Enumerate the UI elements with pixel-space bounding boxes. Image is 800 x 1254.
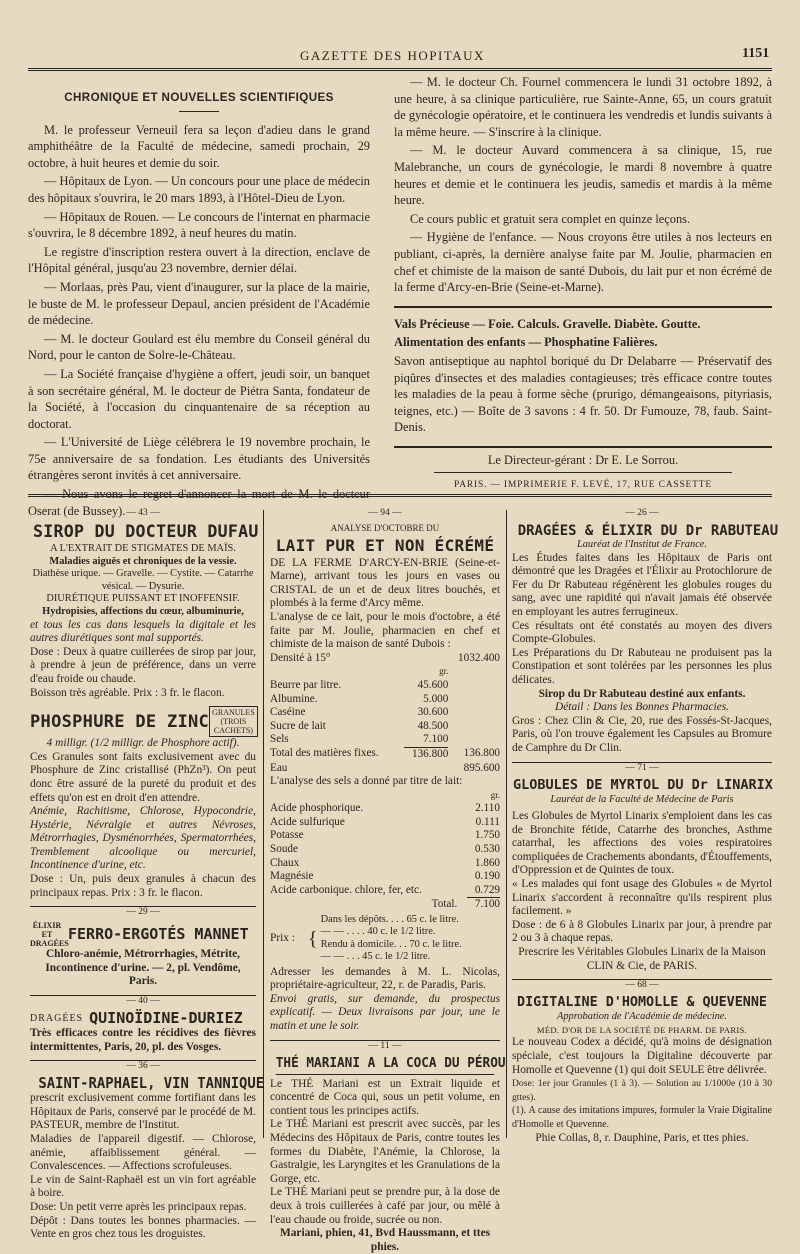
ad-dufau-line: Hydropisies, affections du cœur, albuminurie,: [42, 605, 244, 617]
ad-rabuteau-line: Gros : Chez Clin & Cie, 20, rue des Fossés-St-Jacques, Paris, où l'on trouve également les Capsules au Bromure de Camphre du Dr Clin.: [512, 714, 772, 754]
chronique-title: CHRONIQUE ET NOUVELLES SCIENTIFIQUES: [64, 91, 334, 104]
price-lines: [321, 914, 462, 964]
table-row: [270, 843, 500, 857]
cell-value: 136.800: [463, 747, 500, 760]
notice-alimentation: Alimentation des enfants — Phosphatine Falières.: [394, 335, 658, 350]
table-row: [270, 720, 500, 734]
ad-quin-title: QUINOÏDINE-DURIEZ: [89, 1009, 243, 1028]
ad-raphael-line: prescrit exclusivement comme fortifiant dans les Hôpitaux de Paris, conservé par le procédé de M. PASTEUR, membre de l'Institut.: [30, 1092, 256, 1132]
ad-number: — 40 —: [30, 995, 256, 1007]
ad-mariani-title: THÉ MARIANI A LA COCA DU PÉROU: [276, 1055, 495, 1075]
ad-zinc-heading: [30, 706, 256, 737]
news-item: — Hôpitaux de Lyon. — Un concours pour une place de médecin des hôpitaux s'ouvrira, le 20 mars 1893, à l'Hôtel-Dieu de Lyon.: [28, 174, 370, 205]
news-item: — L'Université de Liège célébrera le 19 novembre prochain, le 75e anniversaire de sa fondation. Les étudiants des Universités étrangères seront invités à cet anniversaire.: [28, 435, 370, 483]
news-item: — La Société française d'hygiène a offert, jeudi soir, un banquet à son secrétaire général, M. le docteur de Piétra Santa, fondateur de la Société, à l'occasion du cinquantenaire de sa réception au doctorat.: [28, 366, 370, 431]
price-line: Dans les dépôts. . . . 65 c. le litre.: [320, 914, 459, 926]
cell-value: 895.600: [463, 761, 500, 774]
ad-dufau-subtitle: A L'EXTRAIT DE STIGMATES DE MAÏS.: [50, 543, 236, 554]
cell-label: Sucre de lait: [270, 719, 326, 732]
chronique-column-right: [394, 74, 772, 494]
chronique-column-left: [28, 76, 370, 521]
ad-number: — 43 —: [126, 508, 160, 518]
cell-label: Sels: [270, 733, 289, 746]
ad-zinc-title: PHOSPHURE DE ZINC: [30, 711, 210, 732]
price-block: [270, 914, 500, 964]
cell-value: 136.800: [411, 747, 449, 760]
ad-myrtol-line: Dose : de 6 à 8 Globules Linarix par jour, à prendre par 2 ou 3 à chaque repas.: [512, 918, 772, 945]
ad-lait-line: L'analyse de ce lait, pour le mois d'octobre, a été faite par M. Joulie, pharmacien en chef et chimiste de la maison de santé Dubois :: [270, 610, 500, 651]
analysis-table: [270, 652, 500, 775]
ad-digitaline-line: Phie Collas, 8, r. Dauphine, Paris, et ttes phies.: [535, 1131, 749, 1144]
news-item: Le registre d'inscription restera ouvert à la direction, enclave de l'Hôpital général, jusqu'au 23 novembre, dernier délai.: [28, 244, 370, 276]
ad-rabuteau-line: Détail : Dans les Bonnes Pharmacies.: [555, 701, 729, 714]
notice-vals: Vals Précieuse — Foie. Calculs. Gravelle. Diabète. Goutte.: [394, 316, 701, 331]
cell-value: 30.600: [417, 706, 449, 719]
ad-number: — 29 —: [30, 906, 256, 918]
header-rule: [28, 68, 772, 71]
ad-rabuteau-line: Les Études faites dans les Hôpitaux de Paris ont démontré que les Dragées et l'Élixir au Protochlorure de Fer du Dr Rabuteau régénèrent les globules rouges du sang, avec une rapidité qui n'avait jamais été observée en employant les autres ferrugineux.: [512, 551, 772, 618]
news-item: M. le professeur Verneuil fera sa leçon d'adieu dans le grand amphithéâtre de la Faculté de médecine, samedi prochain, 29 octobre, à huit heures et demie du soir.: [28, 122, 370, 170]
price-line: — — . . . . 40 c. le 1/2 litre.: [320, 926, 436, 938]
ad-dufau-line: Maladies aiguës et chroniques de la vessie.: [49, 555, 237, 567]
table-row: [270, 884, 500, 898]
ad-zinc-tag: GRANULES (TROIS CACHETS): [209, 706, 258, 737]
ad-dufau-title: SIROP DU DOCTEUR DUFAU: [32, 522, 259, 542]
table-row: [270, 706, 500, 720]
ad-lait-line: DE LA FERME D'ARCY-EN-BRIE (Seine-et-Marne), arrivant tous les jours en vases ou CRISTAL de un et de deux litres bouchés, et plombés à la ferme d'Arcy même.: [270, 556, 500, 610]
ad-rabuteau-line: Ces résultats ont été constatés au moyen des divers Compte-Globules.: [512, 619, 772, 646]
news-item: — M. le docteur Auvard commencera à sa clinique, 15, rue Malebranche, un cours de gynécologie, le mardi 8 novembre à quatre heures et demie et le continuera les jeudis, samedis et mardis à la même heure.: [394, 143, 772, 208]
ad-raphael-line: Maladies de l'appareil digestif. — Chlorose, anémie, affaiblissement général. — Convalescences. — Affections scrofuleuses.: [30, 1133, 256, 1173]
price-line: Rendu à domicile. . . 70 c. le litre.: [320, 938, 462, 950]
table-row: [270, 693, 500, 707]
column-rule: [506, 510, 507, 1138]
cell-value: 0.190: [474, 870, 500, 883]
unit-label: gr.: [490, 789, 500, 800]
ad-number: — 26 —: [625, 508, 659, 518]
table-row: [270, 870, 500, 884]
cell-label: Acide phosphorique.: [270, 802, 364, 815]
section-divider: [28, 494, 772, 497]
ad-rabuteau-line: Les Préparations du Dr Rabuteau ne produisent pas la Constipation et sont tolérées par les personnes les plus délicates.: [512, 646, 772, 686]
ad-lait-line: L'analyse des sels a donné par titre de lait:: [270, 775, 463, 788]
cell-label: Densité à 15°: [270, 651, 331, 664]
ad-rabuteau-subtitle: Lauréat de l'Institut de France.: [576, 539, 708, 550]
table-row: [270, 829, 500, 843]
cell-value: 1032.400: [458, 651, 500, 664]
table-row: [270, 789, 500, 803]
cell-label: Magnésie: [270, 870, 314, 883]
ad-ferro-tag: ÉLIXIR ET DRAGÉES: [30, 921, 69, 949]
ad-number: — 11 —: [270, 1040, 500, 1052]
ad-lait-line: Envoi gratis, sur demande, du prospectus explicatif. — Deux livraisons par jour, une le matin et une le soir.: [270, 992, 500, 1033]
ad-mariani-line: Le THÉ Mariani est prescrit avec succès, par les Médecins des Hôpitaux de Paris, contre toutes les formes du Diabète, l'Anémie, la Chlorose, la Gastralgie, les Laryngites et les Granulations de la Gorge, etc.: [270, 1118, 500, 1185]
ad-myrtol-line: Prescrire les Véritables Globules Linarix de la Maison CLIN & Cie, de PARIS.: [518, 946, 766, 972]
ad-rabuteau-title: DRAGÉES & ÉLIXIR DU Dr RABUTEAU: [517, 522, 779, 539]
ad-lait-title: LAIT PUR ET NON ÉCRÉMÉ: [275, 535, 495, 555]
running-title: GAZETTE DES HOPITAUX: [300, 48, 485, 63]
cell-value: 0.111: [475, 815, 500, 828]
news-item: — M. le docteur Ch. Fournel commencera le lundi 31 octobre 1892, à une heure, à sa clinique particulière, rue Sainte-Anne, 65, un cours gratuit de gynécologie opératoire, et le continuera les vendredis et lundis suivants à la même heure. — S'inscrire à la clinique.: [394, 75, 772, 139]
cell-value: 7.100: [474, 898, 500, 911]
imprint: PARIS. — IMPRIMERIE F. LEVÉ, 17, RUE CASSETTE: [454, 480, 712, 491]
table-row: [270, 762, 500, 776]
ad-raphael-title: SAINT-RAPHAEL, VIN TANNIQUE: [38, 1074, 265, 1093]
ad-mariani-line: Le THÉ Mariani est un Extrait liquide et concentré de Coca qui, sous un petit volume, en contient tous les principes actifs.: [270, 1077, 500, 1117]
cell-value: 1.750: [474, 829, 500, 842]
table-row: [270, 733, 500, 747]
table-row: [270, 652, 500, 666]
ad-zinc-line: Ces Granules sont faits exclusivement avec du Phosphure de Zinc cristallisé (PhZn³). On peut donc être assuré de la pureté du produit et des effets qu'on est en droit d'en attendre.: [30, 750, 256, 804]
ad-digitaline-title: DIGITALINE D'HOMOLLE & QUEVENNE: [517, 995, 767, 1011]
ad-zinc-line: 4 milligr. (1/2 milligr. de Phosphore actif).: [46, 737, 240, 750]
price-label: Prix :: [270, 932, 296, 945]
unit-label: gr.: [439, 666, 449, 677]
ad-digitaline-line: Le nouveau Codex a décidé, qu'à moins de désignation spéciale, c'est toujours la Digitaline découverte par Homolle et Quevenne (1) qui doit SEULE être délivrée.: [512, 1036, 772, 1076]
page-number: 1151: [742, 46, 770, 61]
running-header: [0, 46, 800, 66]
ad-lait-subtitle: ANALYSE D'OCTOBRE DU: [330, 523, 440, 533]
news-item: — Hygiène de l'enfance. — Nous croyons être utiles à nos lecteurs en publiant, ci-après, la dernière analyse faite par M. Joulie, pharmacien en chef et chimiste de la maison de santé Dubois, du lait pur et non écrémé de la ferme d'Arcy-en-Brie (Seine-et-Marne).: [394, 230, 772, 295]
ad-digitaline-line: (1). A cause des imitations impures, formuler la Vraie Digitaline d'Homolle et Quevenne.: [512, 1105, 772, 1130]
ads-column-middle: [270, 508, 506, 1254]
notice-savon: Savon antiseptique au naphtol boriqué du Dr Delabarre — Préservatif des piqûres d'insectes et des maladies contagieuses; très efficace contre toutes les maladies de la peau à forme sèche (prurigo, démangeaisons, pityriasis, teignes, etc.) — Boîte de 3 savons : 4 fr. 50. Dr Fumouze, 78, faub. Saint-Denis.: [394, 353, 772, 435]
cell-value: 7.100: [404, 733, 449, 747]
ad-number: — 94 —: [368, 508, 402, 518]
ad-digitaline-subtitle: Approbation de l'Académie de médecine.: [556, 1011, 728, 1023]
cell-label: Albumine.: [270, 692, 318, 705]
ad-dufau-line: DIURÉTIQUE PUISSANT ET INOFFENSIF.: [46, 593, 240, 605]
imprint-rule: [434, 472, 732, 473]
cell-value: 1.860: [474, 856, 500, 869]
cell-label: Eau: [270, 761, 288, 774]
cell-label: Chaux: [270, 856, 300, 869]
news-item: — Nous avons le regret d'annoncer la mort de M. le docteur Oserat (de Bussey).: [28, 487, 370, 518]
table-row: [270, 679, 500, 693]
ad-raphael-line: Dépôt : Dans toutes les bonnes pharmacies. — Vente en gros chez tous les droguistes.: [30, 1214, 256, 1241]
news-item: — M. le docteur Goulard est élu membre du Conseil général du Nord, pour le canton de Solre-le-Château.: [28, 331, 370, 363]
gerant-line: Le Directeur-gérant : Dr E. Le Sorrou.: [487, 452, 679, 467]
ad-ferro-title: FERRO-ERGOTÉS MANNET: [68, 925, 249, 944]
column-rule: [263, 510, 264, 1138]
cell-label: Beurre par litre.: [270, 678, 342, 691]
ad-myrtol-line: « Les malades qui font usage des Globules « de Myrtol Linarix s'accordent à reconnaître qu'ils respirent plus facilement. »: [512, 878, 772, 918]
cell-label: Total.: [431, 897, 458, 910]
ad-dufau-line: Diathèse urique. — Gravelle. — Cystite. — Catarrhe vésical. — Dysurie.: [32, 568, 254, 592]
ad-digitaline-medal: MÉD. D'OR DE LA SOCIÉTÉ DE PHARM. DE PARIS.: [536, 1024, 748, 1035]
table-row: [270, 747, 500, 761]
cell-label: Total des matières fixes.: [270, 747, 379, 760]
cell-value: 48.500: [417, 719, 449, 732]
table-row: [270, 898, 500, 912]
cell-label: Acide sulfurique: [270, 815, 345, 828]
cell-value: 2.110: [475, 802, 500, 815]
ad-number: — 68 —: [512, 979, 772, 991]
ad-quin-heading: [30, 1010, 256, 1027]
news-item: — Hôpitaux de Rouen. — Le concours de l'internat en pharmacie s'ouvrira, le 8 décembre 1892, à neuf heures du matin.: [28, 209, 370, 241]
ad-digitaline-line: Dose: 1er jour Granules (1 à 3). — Solution au 1/1000e (10 à 30 gttes).: [512, 1078, 772, 1103]
cell-value: 0.729: [467, 884, 500, 898]
notice-box: [394, 306, 772, 448]
ad-raphael-line: Le vin de Saint-Raphaël est un vin fort agréable à boire.: [30, 1173, 256, 1200]
news-item: — Morlaas, près Pau, vient d'inaugurer, sur la place de la mairie, le buste de M. le professeur Depaul, ancien président de l'Académie de médecine.: [28, 279, 370, 328]
ad-ferro-heading: [30, 921, 256, 948]
ad-dufau-line: et tous les cas dans lesquels la digitale et les autres diurétiques sont mal supportés.: [30, 618, 256, 645]
news-item: Ce cours public et gratuit sera complet en quinze leçons.: [410, 211, 691, 226]
ad-raphael-line: Dose: Un petit verre après les principaux repas.: [30, 1200, 247, 1213]
ads-column-left: [30, 508, 265, 1242]
cell-label: Acide carbonique. chlore, fer, etc.: [270, 883, 422, 896]
ad-mariani-line: Mariani, phien, 41, Bvd Haussmann, et ttes phies.: [279, 1227, 491, 1253]
ad-zinc-line: Dose : Un, puis deux granules à chacun des principaux repas. Prix : 3 fr. le flacon.: [30, 873, 256, 899]
ad-myrtol-subtitle: Lauréat de la Faculté de Médecine de Paris: [550, 793, 734, 805]
ad-myrtol-line: Les Globules de Myrtol Linarix s'emploient dans les cas de Bronchite fétide, Catarrhe des bronches, Asthme catarrhal, les affections des voies respiratoires compliquées de Crachements abondants, d'Étouffements, d'Oppression et de Quintes de toux.: [512, 810, 772, 877]
cell-label: Soude: [270, 843, 298, 856]
ad-mariani-line: Le THÉ Mariani peut se prendre pur, à la dose de deux à trois cuillerées à café par jour, ou mêlé à l'eau chaude ou froide, sucrée ou non.: [270, 1186, 500, 1226]
ad-lait-line: Adresser les demandes à M. L. Nicolas, propriétaire-agriculteur, 22, r. de Paradis, Paris.: [270, 965, 500, 992]
title-rule: [179, 111, 219, 112]
table-row: [270, 816, 500, 830]
ad-number: — 36 —: [30, 1060, 256, 1072]
ads-column-right: [512, 508, 779, 1145]
ad-quin-line: Très efficaces contre les récidives des fièvres intermittentes, Paris, 20, pl. des Vosges.: [30, 1027, 256, 1053]
table-row: [270, 802, 500, 816]
ad-dufau-line: Boisson très agréable. Prix : 3 fr. le flacon.: [30, 686, 225, 699]
ad-myrtol-title: GLOBULES DE MYRTOL DU Dr LINARIX: [513, 776, 773, 793]
ad-ferro-line: Chloro-anémie, Métrorrhagies, Métrite, Incontinence d'urine. — 2, pl. Vendôme, Paris.: [45, 948, 241, 988]
salts-table: [270, 789, 500, 912]
cell-value: 45.600: [417, 678, 449, 691]
ad-number: — 71 —: [512, 762, 772, 774]
ad-zinc-line: Anémie, Rachitisme, Chlorose, Hypocondrie, Hystérie, Névralgie et autres Névroses, Métrorrhagies, Dysménorrhées, Spermatorrhées, Tremblement alcoolique ou mercuriel, Incontinence d'urine, etc.: [30, 805, 256, 872]
cell-label: Potasse: [270, 829, 304, 842]
ad-dufau-line: Dose : Deux à quatre cuillerées de sirop par jour, à prendre à jeun de préférence, dans un verre d'eau froide ou chaude.: [30, 645, 256, 685]
brace-icon: {: [308, 927, 318, 950]
cell-value: 0.530: [474, 843, 500, 856]
price-line: — — . . . 45 c. le 1/2 litre.: [320, 951, 431, 963]
table-row: [270, 857, 500, 871]
cell-value: 5.000: [423, 692, 449, 705]
ad-rabuteau-line: Sirop du Dr Rabuteau destiné aux enfants.: [538, 687, 746, 700]
cell-label: Caséine: [270, 706, 306, 719]
ad-quin-tag: DRAGÉES: [30, 1012, 84, 1024]
table-row: [270, 665, 500, 679]
